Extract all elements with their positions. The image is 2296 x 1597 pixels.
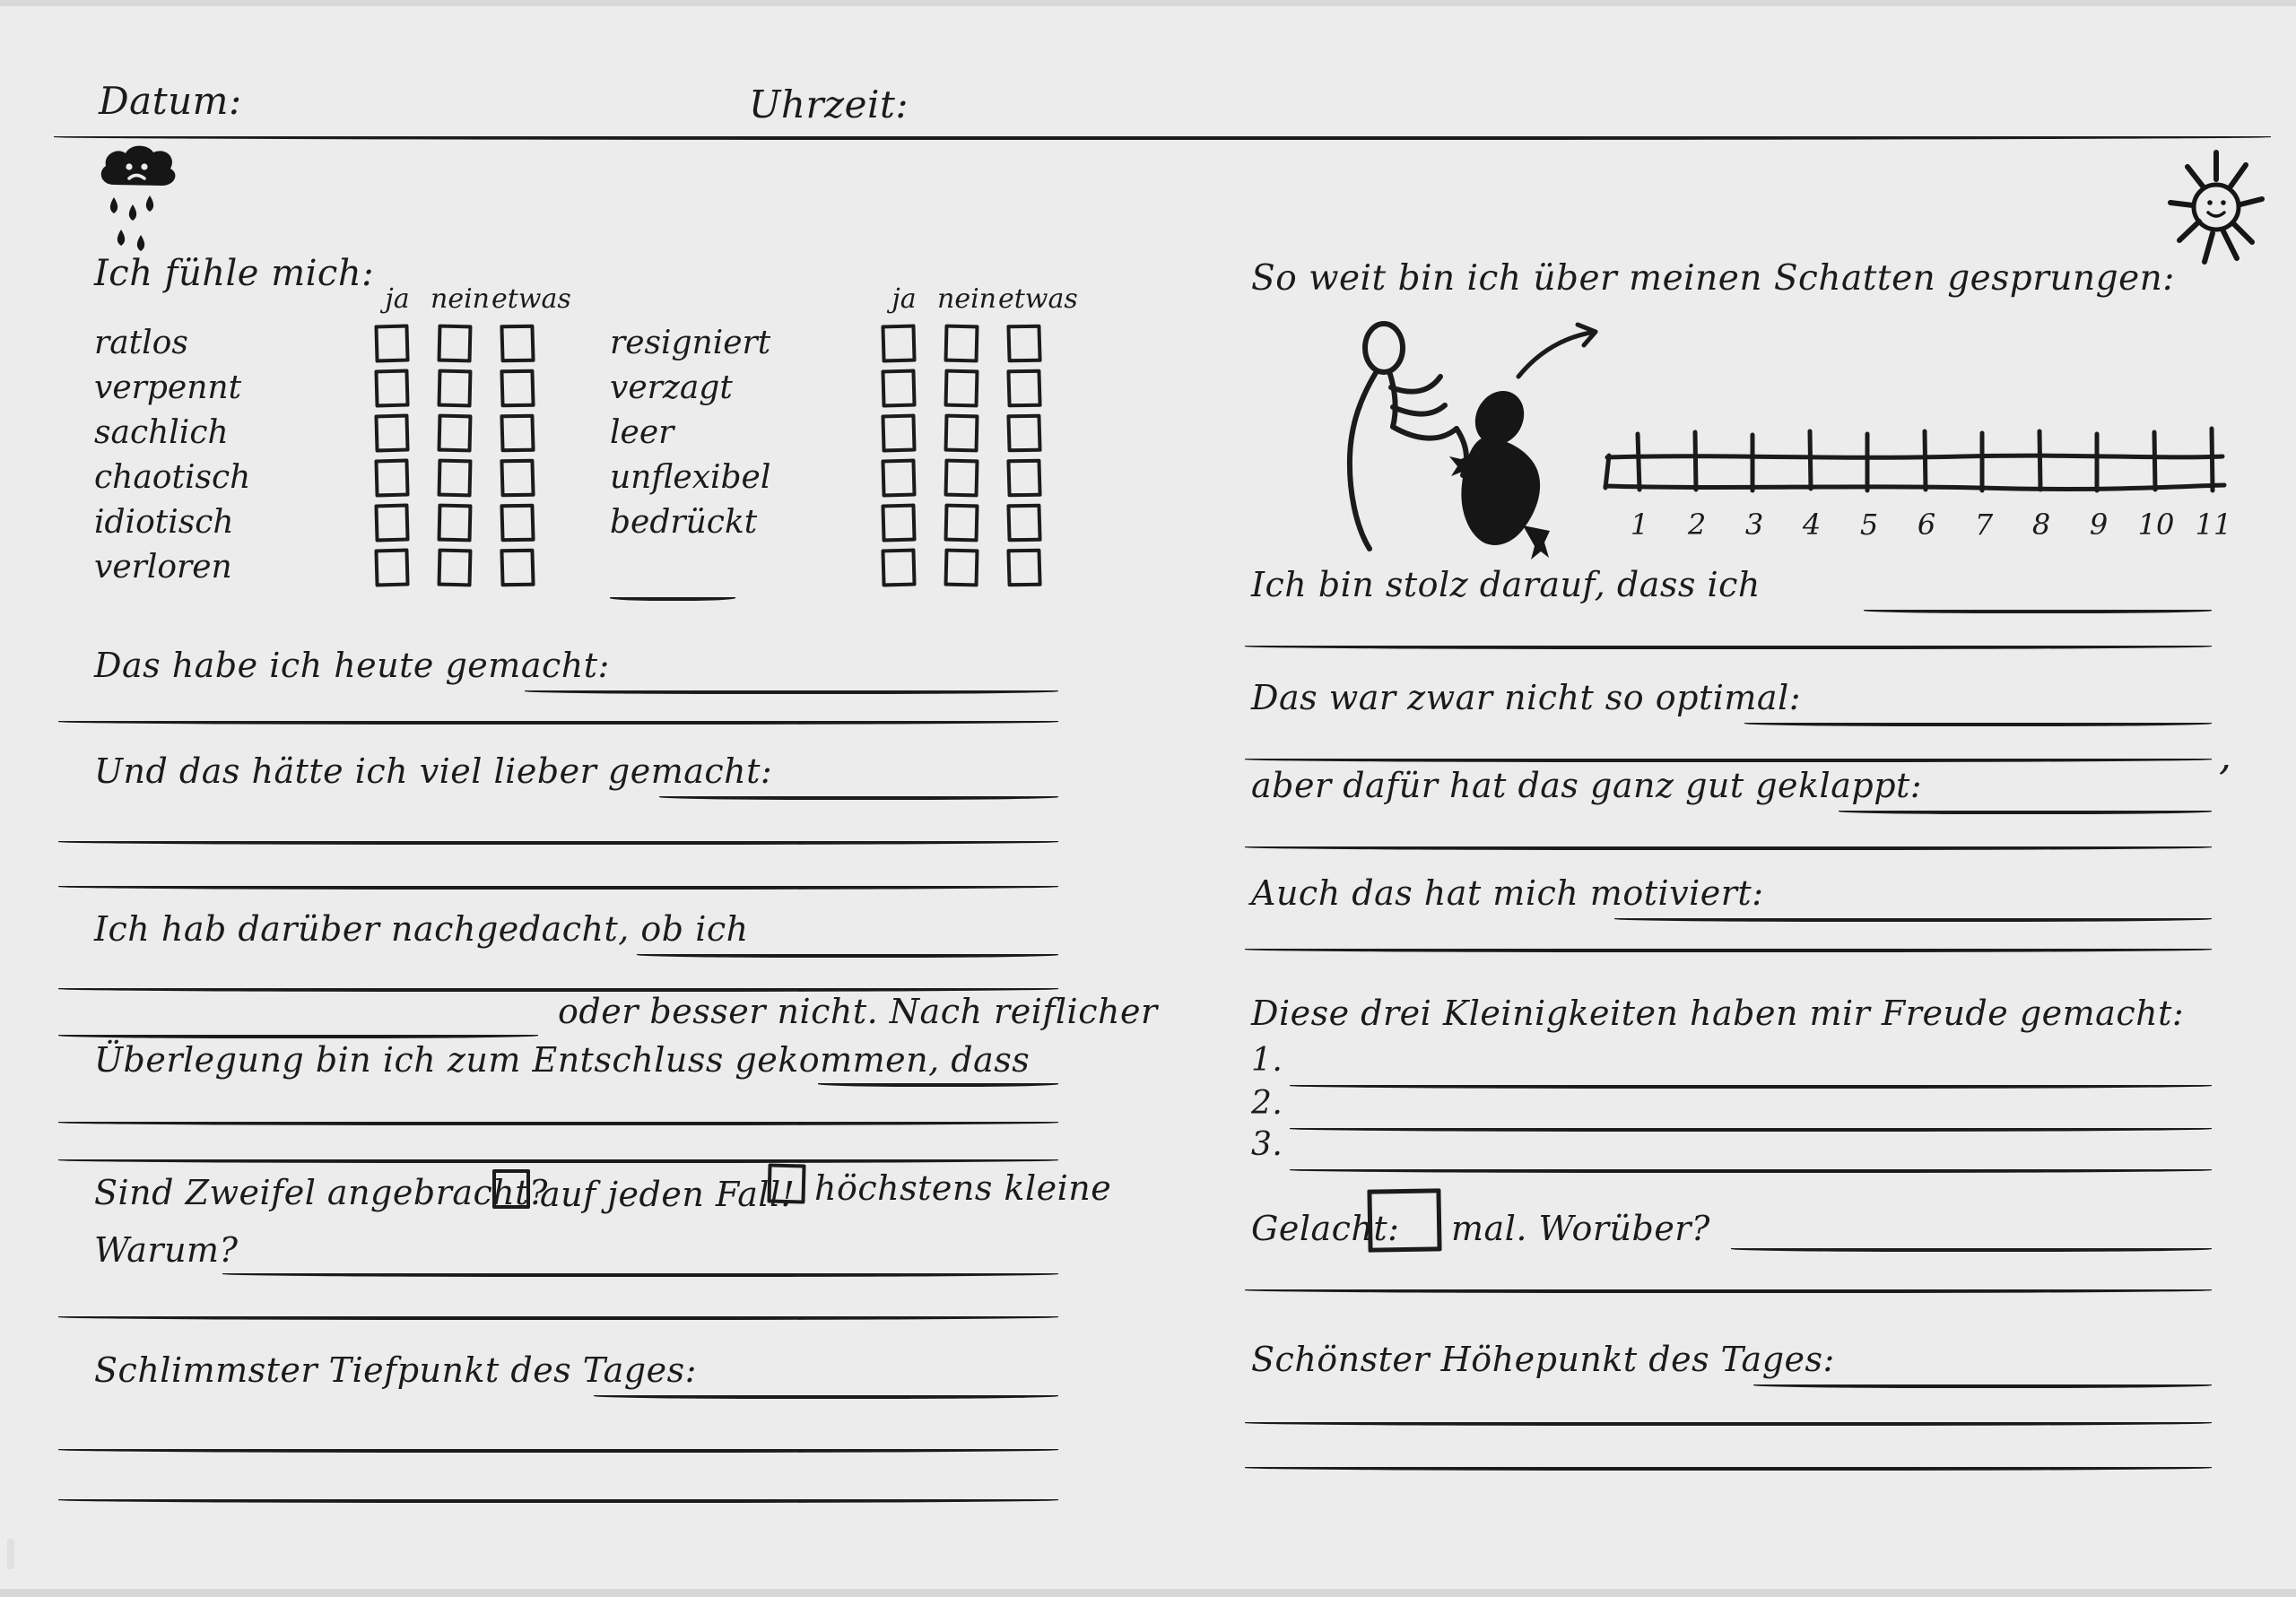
scale-option-nein: nein (430, 283, 490, 315)
write-line[interactable] (58, 1154, 1058, 1163)
checkbox[interactable] (374, 458, 409, 497)
faint-scan-mark (7, 1539, 14, 1569)
scale-tick[interactable]: 3 (1744, 508, 1764, 542)
feeling-word: bedrückt (610, 504, 758, 541)
feelings-title: Ich fühle mich: (94, 253, 375, 294)
feeling-word: sachlich (94, 414, 229, 451)
doubts-option-small: höchstens kleine (814, 1168, 1112, 1208)
checkbox[interactable] (437, 369, 472, 408)
checkbox[interactable] (437, 459, 472, 498)
feelings-checkbox-grid-2 (882, 325, 1070, 594)
conclusion-text: Überlegung bin ich zum Entschluss gekommen, dass (94, 1040, 1031, 1080)
shadow-scale-ruler[interactable] (1604, 420, 2226, 506)
checkbox[interactable] (881, 324, 916, 362)
feeling-word: verzagt (610, 369, 733, 406)
scale-tick[interactable]: 2 (1687, 508, 1707, 542)
write-line[interactable] (1839, 805, 2212, 814)
write-line[interactable] (1290, 1080, 2212, 1089)
checkbox[interactable] (437, 414, 472, 453)
rather-done-prompt: Und das hätte ich viel lieber gemacht: (94, 751, 773, 791)
doubts-question: Sind Zweifel angebracht? (94, 1173, 548, 1212)
high-point-prompt: Schönster Höhepunkt des Tages: (1251, 1340, 1835, 1379)
scale-tick[interactable]: 1 (1630, 508, 1649, 542)
or-better-text: oder besser nicht. Nach reiflicher (558, 992, 1158, 1031)
write-line[interactable] (1245, 753, 2212, 762)
checkbox[interactable] (944, 414, 978, 453)
checkbox[interactable] (1006, 369, 1041, 407)
laughed-count-box[interactable] (1367, 1188, 1441, 1252)
feeling-word: resigniert (610, 325, 771, 361)
write-line[interactable] (222, 1268, 1058, 1277)
low-point-prompt: Schlimmster Tiefpunkt des Tages: (94, 1350, 697, 1390)
feelings-words-left (94, 321, 250, 590)
checkbox[interactable] (1006, 504, 1041, 542)
list-marker-1: 1. (1251, 1042, 1283, 1079)
write-line[interactable] (1245, 1417, 2212, 1426)
checkbox[interactable] (374, 324, 409, 362)
write-line[interactable] (58, 1311, 1058, 1320)
worked-out-prompt: aber dafür hat das ganz gut geklappt: (1251, 766, 1923, 805)
write-line[interactable] (58, 1444, 1058, 1453)
doubts-checkbox-yes[interactable] (492, 1169, 530, 1209)
checkbox[interactable] (437, 325, 472, 363)
done-today-prompt: Das habe ich heute gemacht: (94, 646, 610, 685)
scale-tick[interactable]: 11 (2195, 508, 2232, 542)
scale-option-ja: ja (891, 283, 917, 315)
trailing-comma: , (2219, 733, 2232, 779)
rain-cloud-sad-icon (94, 142, 184, 258)
write-line[interactable] (1245, 943, 2212, 952)
write-line[interactable] (58, 1116, 1058, 1125)
scale-option-nein: nein (937, 283, 996, 315)
checkbox[interactable] (944, 325, 978, 363)
scale-option-etwas: etwas (491, 283, 571, 315)
thought-about-prompt: Ich hab darüber nachgedacht, ob ich (94, 909, 749, 949)
write-line[interactable] (1753, 1379, 2212, 1388)
page-edge-bottom (0, 1589, 2296, 1597)
checkbox[interactable] (374, 548, 409, 586)
write-line[interactable] (1245, 841, 2212, 850)
jump-over-shadow-figure (1305, 305, 1628, 565)
checkbox[interactable] (500, 325, 535, 362)
sun-smiley-icon (2160, 142, 2272, 272)
write-line[interactable] (1864, 604, 2212, 613)
doubts-checkbox-small[interactable] (767, 1163, 805, 1203)
feelings-scale-header-2 (873, 283, 1078, 315)
list-marker-2: 2. (1251, 1085, 1283, 1122)
write-line[interactable] (1290, 1164, 2212, 1173)
feeling-word: verloren (94, 549, 232, 586)
scale-tick[interactable]: 4 (1802, 508, 1822, 542)
write-line[interactable] (1290, 1123, 2212, 1132)
write-line[interactable] (1245, 1284, 2212, 1293)
checkbox[interactable] (500, 414, 535, 452)
write-line[interactable] (525, 685, 1058, 694)
write-line[interactable] (1245, 640, 2212, 649)
checkbox[interactable] (500, 504, 535, 542)
scale-tick[interactable]: 8 (2031, 508, 2051, 542)
write-line[interactable] (58, 983, 1058, 992)
write-line[interactable] (1731, 1243, 2212, 1252)
checkbox[interactable] (374, 503, 409, 542)
custom-feeling-write-line[interactable] (610, 592, 735, 601)
feeling-word: ratlos (94, 325, 188, 361)
scale-tick[interactable]: 7 (1974, 508, 1994, 542)
feeling-word: verpennt (94, 369, 242, 406)
write-line[interactable] (58, 1494, 1058, 1503)
write-line[interactable] (58, 836, 1058, 845)
date-label: Datum: (99, 79, 242, 123)
checkbox[interactable] (944, 369, 978, 408)
scale-tick[interactable]: 6 (1917, 508, 1936, 542)
why-label: Warum? (94, 1230, 239, 1270)
checkbox[interactable] (500, 369, 535, 407)
write-line[interactable] (1614, 913, 2212, 922)
feelings-scale-header-1 (366, 283, 571, 315)
feeling-word: chaotisch (94, 459, 251, 496)
feelings-checkbox-grid-1 (375, 325, 563, 594)
time-label: Uhrzeit: (749, 82, 909, 126)
write-line[interactable] (58, 881, 1058, 890)
write-line[interactable] (58, 716, 1058, 725)
scale-option-ja: ja (385, 283, 410, 315)
checkbox[interactable] (374, 369, 409, 407)
checkbox[interactable] (500, 459, 535, 497)
laughed-suffix: mal. Worüber? (1451, 1209, 1710, 1248)
scale-option-etwas: etwas (998, 283, 1078, 315)
checkbox[interactable] (374, 413, 409, 452)
proud-prompt: Ich bin stolz darauf, dass ich (1251, 565, 1761, 604)
write-line[interactable] (637, 949, 1058, 958)
checkbox[interactable] (1006, 459, 1041, 497)
write-line[interactable] (1744, 717, 2212, 726)
not-optimal-prompt: Das war zwar nicht so optimal: (1251, 678, 1802, 717)
feeling-word: unflexibel (610, 459, 771, 496)
checkbox[interactable] (881, 458, 916, 497)
write-line[interactable] (818, 1078, 1058, 1087)
checkbox[interactable] (500, 549, 535, 586)
write-line[interactable] (1245, 1462, 2212, 1471)
checkbox[interactable] (1006, 325, 1041, 362)
scale-tick[interactable]: 10 (2137, 508, 2175, 542)
write-line[interactable] (58, 1029, 538, 1038)
checkbox[interactable] (437, 504, 472, 542)
feeling-word: leer (610, 414, 674, 451)
checkbox[interactable] (881, 503, 916, 542)
feeling-word: idiotisch (94, 504, 234, 541)
checkbox[interactable] (437, 549, 472, 587)
checkbox[interactable] (1006, 549, 1041, 586)
doubts-option-yes: auf jeden Fall! (540, 1175, 796, 1214)
scale-tick[interactable]: 5 (1859, 508, 1879, 542)
write-line[interactable] (594, 1390, 1058, 1399)
laughed-label: Gelacht: (1251, 1209, 1400, 1248)
checkbox[interactable] (881, 369, 916, 407)
checkbox[interactable] (944, 549, 978, 587)
three-things-prompt: Diese drei Kleinigkeiten haben mir Freude gemacht: (1251, 994, 2185, 1033)
list-marker-3: 3. (1251, 1126, 1283, 1163)
page-edge-top (0, 0, 2296, 6)
checkbox[interactable] (944, 504, 978, 542)
checkbox[interactable] (944, 459, 978, 498)
header-write-line[interactable] (54, 131, 2271, 140)
write-line[interactable] (659, 791, 1058, 800)
scale-tick[interactable]: 9 (2089, 508, 2109, 542)
checkbox[interactable] (881, 413, 916, 452)
feelings-words-right (610, 321, 770, 545)
checkbox[interactable] (1006, 414, 1041, 452)
motivated-prompt: Auch das hat mich motiviert: (1251, 873, 1764, 913)
shadow-prompt: So weit bin ich über meinen Schatten gesprungen: (1251, 258, 2175, 299)
shadow-scale-numbers (1611, 508, 2244, 542)
checkbox[interactable] (881, 548, 916, 586)
